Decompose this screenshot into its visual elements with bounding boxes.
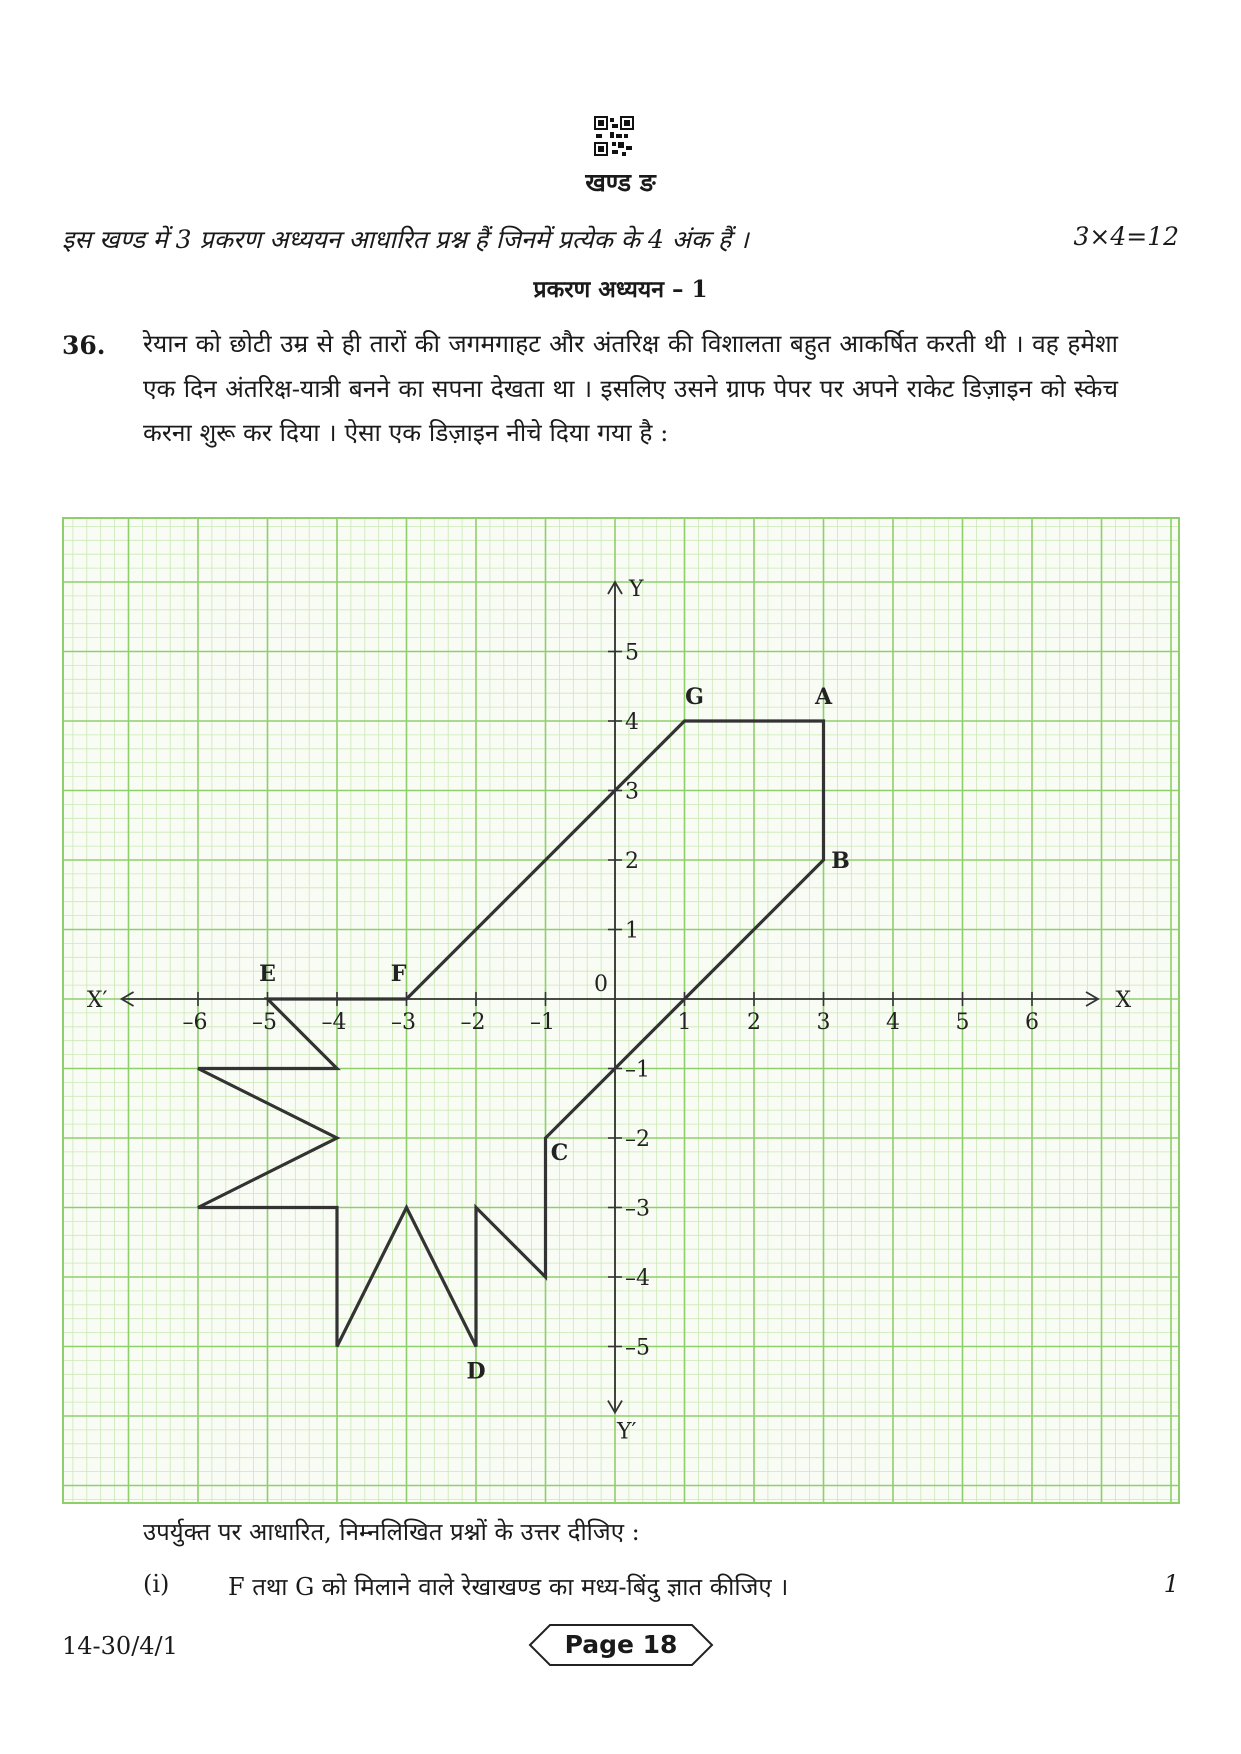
- qr-code-icon: [594, 116, 634, 156]
- x-tick-label: –4: [321, 1010, 347, 1035]
- x-tick-label: 6: [1025, 1010, 1039, 1035]
- point-label-b: B: [831, 848, 850, 874]
- x-tick-label: –2: [460, 1010, 486, 1035]
- y-tick-label: 2: [625, 849, 639, 874]
- question-number: 36.: [62, 331, 106, 360]
- y-axis-neg-label: Y′: [617, 1419, 637, 1445]
- x-tick-label: –1: [530, 1010, 555, 1035]
- point-label-a: A: [814, 684, 833, 710]
- graph-paper-chart: [62, 517, 1180, 1504]
- point-label-g: G: [685, 684, 704, 710]
- y-tick-label: 4: [625, 710, 639, 735]
- x-tick-label: –6: [182, 1010, 208, 1035]
- x-tick-label: –5: [252, 1010, 277, 1035]
- y-axis-label: Y: [629, 577, 644, 602]
- case-study-title: प्रकरण अध्ययन – 1: [533, 276, 708, 303]
- y-tick-label: –4: [625, 1266, 650, 1291]
- page-number-badge: [528, 1623, 714, 1667]
- point-label-e: E: [259, 961, 276, 987]
- section-title: खण्ड ङ: [585, 168, 656, 197]
- y-tick-label: 3: [625, 779, 639, 805]
- section-marks: 3×4=12: [1073, 222, 1179, 251]
- y-tick-label: 1: [625, 918, 639, 944]
- x-axis-neg-label: X′: [86, 988, 108, 1013]
- paper-code: 14-30/4/1: [62, 1632, 178, 1660]
- x-tick-label: 2: [747, 1010, 761, 1035]
- origin-label: 0: [594, 972, 608, 997]
- sub-question-marks: 1: [1163, 1570, 1179, 1598]
- x-tick-label: 3: [816, 1010, 831, 1035]
- y-tick-label: –3: [625, 1196, 650, 1222]
- y-tick-label: –2: [625, 1127, 650, 1152]
- section-instructions: इस खण्ड में 3 प्रकरण अध्ययन आधारित प्रश्न हैं जिनमें प्रत्येक के 4 अंक हैं ।: [62, 225, 749, 254]
- y-tick-label: 5: [625, 640, 639, 666]
- sub-question-text: F तथा G को मिलाने वाले रेखाखण्ड का मध्य-बिंदु ज्ञात कीजिए ।: [228, 1573, 789, 1601]
- point-label-d: D: [466, 1358, 486, 1385]
- page-number: Page 18: [564, 1630, 678, 1659]
- x-tick-label: 1: [677, 1010, 692, 1035]
- y-tick-label: –1: [625, 1057, 650, 1083]
- instruction-text: उपर्युक्त पर आधारित, निम्नलिखित प्रश्नों के उत्तर दीजिए :: [143, 1518, 640, 1546]
- point-label-c: C: [550, 1140, 569, 1166]
- sub-question-number: (i): [143, 1570, 170, 1598]
- x-tick-label: 4: [886, 1010, 900, 1035]
- x-tick-label: 5: [955, 1010, 970, 1035]
- question-text: रेयान को छोटी उम्र से ही तारों की जगमगाहट और अंतरिक्ष की विशालता बहुत आकर्षित करती थी । वह हमेशा एक दिन अंतरिक्ष-यात्री बनने का सपना देखता था । इसलिए उसने ग्राफ पेपर पर अपने राकेट डिज़ाइन को स्केच करना शुरू कर दिया । ऐसा एक डिज़ाइन नीचे दिया गया है :: [143, 329, 1118, 447]
- point-label-f: F: [390, 961, 407, 987]
- x-tick-label: –3: [391, 1010, 416, 1035]
- x-axis-label: X: [1115, 988, 1132, 1013]
- y-tick-label: –5: [625, 1335, 650, 1361]
